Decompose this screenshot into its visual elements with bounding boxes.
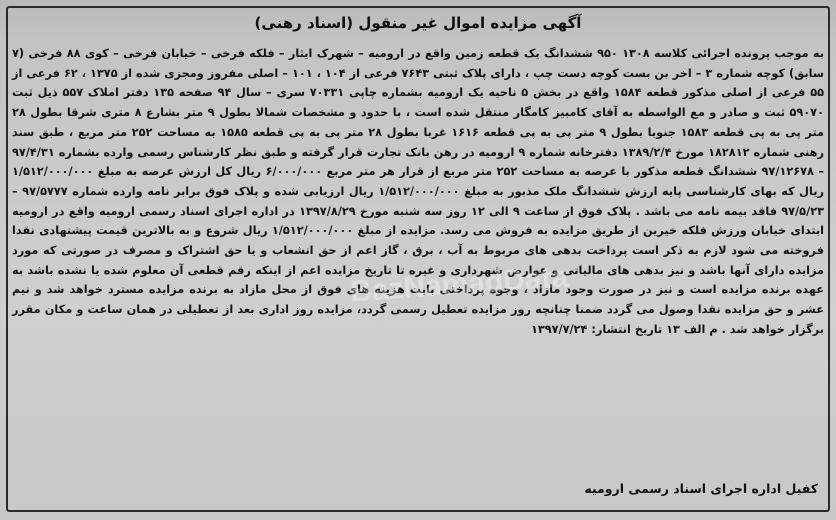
notice-body: به موجب پرونده اجرائی کلاسه ۱۳۰۸ ۹۵۰ ششدانگ یک قطعه زمین واقع در ارومیه – شهرک ایثار – فلکه فرخی – خیابان فرخی – کوی ۸۸ فرخی (۷ سابق) کوچه شماره ۳ – اخر بن بست کوچه دست چپ ، دارای پلاک ثبتی ۷۶۴۳ فرعی از ۱۰۴ ، ۱۰۱ – اصلی مفروز ومجزی شده از ۱۳۷۵ ، ۶۲ فرعی از ۵۵ فرعی از اصلی مذکور قطعه ۱۵۸۴ واقع در بخش ۵ ناحیه یک ارومیه بشماره چاپی ۷۰۳۳۱ سری – سال ۹۴ صفحه ۱۳۵ دفتر املاک ۵۵۷ ذیل ثبت ۵۹۰۷۰ ثبت و صادر و مع الواسطه به آقای کامبیز کامگار منتقل شده است ، با حدود و مشخصات شمالا بطول ۹ متر بشارع ۸ متری شرقا بطول ۲۸ متر پی به پی قطعه ۱۵۸۳ جنوبا بطول ۹ متر پی به پی قطعه ۱۶۱۶ غربا بطول ۲۸ متر پی به پی قطعه ۱۵۸۵ به مساحت ۲۵۲ متر مربع ، طبق سند رهنی شماره ۱۸۲۸۱۲ مورخ ۱۳۸۹/۲/۴ دفترخانه شماره ۹ ارومیه در رهن بانک تجارت قرار گرفته و طبق نظر کارشناس رسمی وارده بشماره ۹۷/۴/۳۱ – ۹۷/۱۲۶۷۸ ششدانگ قطعه مذکور با عرصه به مساحت ۲۵۲ متر مربع از قرار هر متر مربع ۶/۰۰۰/۰۰۰ ریال کل ارزش عرصه به مبلغ ۱/۵۱۲/۰۰۰/۰۰۰ ریال که بهای کارشناسی پایه ارزش ششدانگ ملک مذبور به مبلغ ۱/۵۱۲/۰۰۰/۰۰۰ ریال ارزیابی شده و پلاک فوق برابر نامه وارده شماره ۹۷/۵۷۷۷ – ۹۷/۵/۲۳ فاقد بیمه نامه می باشد . پلاک فوق از ساعت ۹ الی ۱۲ روز سه شنبه مورخ ۱۳۹۷/۸/۲۹ در اداره اجرای اسناد رسمی ارومیه واقع در ارومیه ابتدای خیابان ورزش فلکه خیرین از طریق مزایده به فروش می رسد. مزایده از مبلغ ۱/۵۱۲/۰۰۰/۰۰۰ ریال شروع و به بالاترین قیمت پیشنهادی نقدا فروخته می شود لازم به ذکر است پرداخت بدهی های مربوط به آب ، برق ، گاز اعم از حق انشعاب و یا حق اشتراک و مصرف در صورتی که مورد مزایده دارای آنها باشد و نیز بدهی های مالیاتی و عوارض شهرداری و غیره تا تاریخ مزایده اعم از اینکه رقم قطعی آن معلوم شده یا نشده باشد به عهده برنده مزایده است و نیز در صورت وجود مازاد ، وجوه پرداختی بابت هزینه های فوق از محل مازاد به برنده مزایده مسترد خواهد شد و نیم عشر و حق مزایده نقدا وصول می گردد ضمنا چنانچه روز مزایده تعطیل رسمی گردد، مزایده روز اداری بعد از تعطیلی در همان ساعت و مکان مقرر برگزار خواهد شد . م الف ۱۳ تاریخ انتشار: ۱۳۹۷/۷/۲۴ <box>12 47 825 336</box>
notice-signature: کفیل اداره اجرای اسناد رسمی ارومیه <box>584 481 818 496</box>
watermark: BazNamadData <box>349 260 570 309</box>
notice-title: آگهی مزایده اموال غیر منقول (اسناد رهنی) <box>254 14 582 32</box>
